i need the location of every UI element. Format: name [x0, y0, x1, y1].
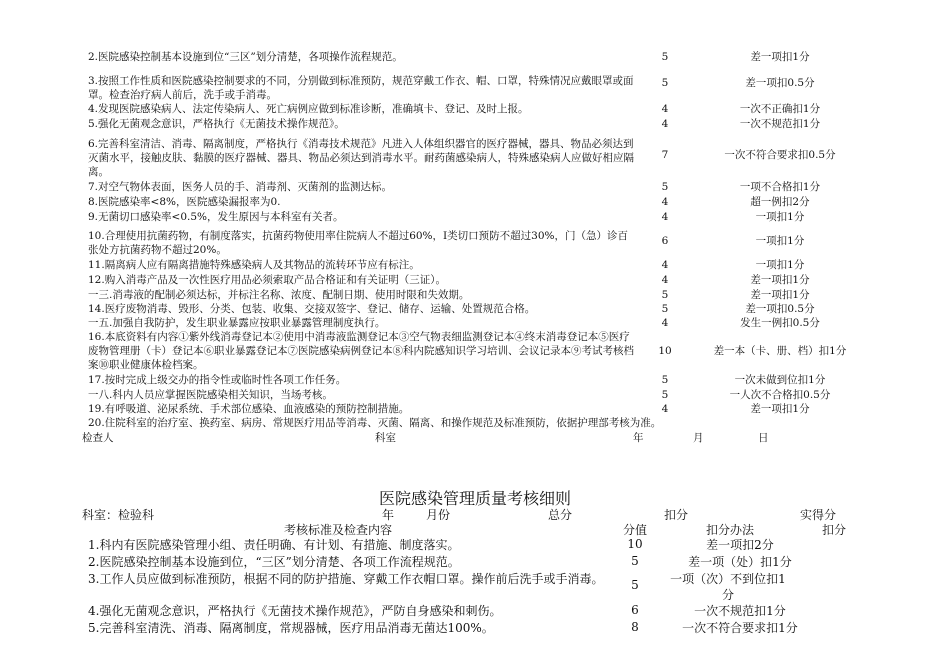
month-label: 月: [693, 432, 704, 444]
row-text: 6.完善科室清洁、消毒、隔离制度，严格执行《消毒技术规范》凡进入人体组织器官的医疗器械，器具、物品必须达到灭菌水平，接触皮肤、黏膜的医疗器械、器具、物品必须达到消毒水平。耐药菌感染病人，特殊感染病人应做好相应隔离。: [88, 138, 634, 178]
score-9: 4: [661, 211, 669, 223]
page-title: 医院感染管理质量考核细则: [378, 489, 571, 508]
row-text: 19.有呼吸道、泌尿系统、手术部位感染、血液感染的预防控制措施。: [88, 403, 410, 415]
row-text: 4.发现医院感染病人、法定传染病人、死亡病例应做到标准诊断，准确填卡、登记、及时上报。: [88, 103, 529, 115]
actual-field: 实得分: [800, 508, 837, 522]
method-4: 一次不正确扣1分: [739, 103, 821, 115]
exam-method-2: 差一项（处）扣1分: [688, 555, 792, 569]
score-2: 5: [661, 51, 669, 63]
criteria-text-3: [88, 74, 638, 102]
score-10: 6: [661, 235, 669, 247]
exam-score-5: 8: [631, 620, 639, 634]
method-16: 差一本（卡、册、档）扣1分: [713, 345, 847, 357]
method-11: 一项扣1分: [755, 259, 805, 271]
row-text: 10.合理使用抗菌药物，有制度落实，抗菌药物使用率住院病人不超过60%，Ⅰ类切口预防不超过30%，门（急）诊百张处方抗菌药物不超过20%。: [88, 230, 629, 256]
exam-row-4: 4.强化无菌观念意识，严格执行《无菌技术操作规范》，严防自身感染和刺伤。: [88, 604, 502, 618]
row-text: 5.强化无菌观念意识，严格执行《无菌技术操作规范》。: [88, 118, 345, 130]
score-8: 4: [661, 196, 669, 208]
exam-method-4: 一次不规范扣1分: [694, 604, 786, 618]
method-9: 一项扣1分: [755, 211, 805, 223]
row-text: 3.按照工作性质和医院感染控制要求的不同，分别做到标准预防，规范穿戴工作衣、帽、口罩，特殊情况应戴眼罩或面罩。检查治疗病人前后，洗手或手消毒。: [88, 75, 634, 101]
column-standard: 考核标准及检查内容: [284, 523, 393, 537]
criteria-text-16: [88, 330, 638, 372]
method-6: 一次不符合要求扣0.5分: [724, 149, 836, 161]
score-7: 5: [661, 181, 669, 193]
method-5: 一次不规范扣1分: [739, 118, 821, 130]
column-score: 分值: [623, 523, 648, 537]
criteria-text-2: [88, 50, 638, 64]
criteria-text-18: [88, 388, 638, 402]
exam-score-4: 6: [631, 603, 639, 617]
score-14: 5: [661, 303, 669, 315]
method-8: 超一例扣2分: [750, 196, 810, 208]
inspector-label: 检查人: [82, 432, 114, 444]
exam-method-5: 一次不符合要求扣1分: [682, 621, 798, 635]
row-text: 17.按时完成上级交办的指令性或临时性各项工作任务。: [88, 374, 347, 386]
criteria-text-14: [88, 302, 638, 316]
criteria-text-9: [88, 210, 638, 224]
criteria-text-4: [88, 102, 638, 116]
exam-score-2: 5: [631, 554, 639, 568]
method-19: 差一项扣1分: [750, 403, 810, 415]
method-7: 一项不合格扣1分: [739, 181, 821, 193]
row-text: 一三.消毒液的配制必须达标，并标注名称、浓度、配制日期、使用时限和失效期。: [88, 289, 470, 301]
dept-field: 科室：检验科: [82, 508, 155, 522]
score-19: 4: [661, 403, 669, 415]
criteria-text-13: [88, 288, 638, 302]
criteria-text-11: [88, 258, 638, 272]
criteria-text-19: [88, 402, 638, 416]
exam-score-1: 10: [627, 537, 643, 551]
method-14: 差一项扣0.5分: [745, 303, 815, 315]
exam-method-1: 差一项扣2分: [706, 538, 774, 552]
column-deduct: 扣分: [822, 523, 847, 537]
exam-row-1: 1.科内有医院感染管理小组、责任明确、有计划、有措施、制度落实。: [88, 538, 460, 552]
row-text: 20.住院科室的治疗室、换药室、病房、常规医疗用品等消毒、灭菌、隔离、和操作规范及标准预防，依据护理部考核为准。: [88, 417, 662, 429]
score-12: 4: [661, 274, 669, 286]
row-text: 一五.加强自我防护，发生职业暴露应按职业暴露管理制度执行。: [88, 317, 386, 329]
day-label: 日: [758, 432, 769, 444]
row-text: 12.购入消毒产品及一次性医疗用品必须索取产品合格证和有关证明（三证）。: [88, 274, 446, 286]
row-text: 2.医院感染控制基本设施到位“三区”划分清楚，各项操作流程规范。: [88, 51, 403, 63]
method-15: 发生一例扣0.5分: [740, 317, 820, 329]
year-label: 年: [633, 432, 644, 444]
exam-score-3: 5: [631, 578, 639, 592]
criteria-text-5: [88, 117, 638, 131]
exam-row-3: 3.工作人员应做到标准预防，根据不同的防护措施、穿戴工作衣帽口罩。操作前后洗手或手消毒。: [88, 572, 604, 586]
criteria-text-20: [88, 416, 848, 430]
year-field: 年: [382, 508, 395, 522]
exam-row-5: 5.完善科室清洗、消毒、隔离制度，常规器械，医疗用品消毒无菌达100%。: [88, 621, 494, 635]
month-field: 月份: [426, 508, 451, 522]
score-18: 5: [661, 389, 669, 401]
row-text: 11.隔离病人应有隔离措施特殊感染病人及其物品的流转环节应有标注。: [88, 259, 420, 271]
row-text: 8.医院感染率<8%，医院感染漏报率为0.: [88, 196, 281, 208]
row-text: 9.无菌切口感染率<0.5%，发生原因与本科室有关者。: [88, 211, 344, 223]
method-10: 一项扣1分: [755, 235, 805, 247]
score-5: 4: [661, 118, 669, 130]
row-text: 14.医疗废物消毒、毁形、分类、包装、收集、交接双签字、登记、储存、运输、处置规范合格。: [88, 303, 536, 315]
criteria-text-15: [88, 316, 638, 330]
score-17: 5: [661, 374, 669, 386]
row-text: 7.对空气物体表面，医务人员的手、消毒剂、灭菌剂的监测达标。: [88, 181, 393, 193]
method-3: 差一项扣0.5分: [745, 77, 815, 89]
exam-row-2: 2.医院感染控制基本设施到位，“三区”划分清楚、各项工作流程规范。: [88, 555, 460, 569]
criteria-text-6: [88, 137, 638, 179]
criteria-text-17: [88, 373, 638, 387]
score-13: 5: [661, 289, 669, 301]
total-field: 总分: [548, 508, 573, 522]
criteria-text-8: [88, 195, 638, 209]
score-6: 7: [661, 149, 669, 161]
method-17: 一次未做到位扣1分: [734, 374, 826, 386]
exam-method-3: 一项（次）不到位扣1分: [670, 572, 786, 602]
deduct-field: 扣分: [664, 508, 689, 522]
score-16: 10: [658, 345, 672, 357]
score-15: 4: [661, 317, 669, 329]
method-13: 差一项扣1分: [750, 289, 810, 301]
criteria-text-12: [88, 273, 638, 287]
criteria-text-7: [88, 180, 638, 194]
dept-label: 科室: [375, 432, 396, 444]
method-12: 差一项扣1分: [750, 274, 810, 286]
method-18: 一人次不合格扣0.5分: [729, 389, 831, 401]
criteria-text-10: [88, 229, 638, 257]
column-method: 扣分办法: [706, 523, 755, 537]
row-text: 一八.科内人员应掌握医院感染相关知识，当场考核。: [88, 389, 333, 401]
row-text: 16.本底资料有内容①紫外线消毒登记本②使用中消毒液监测登记本③空气物表细监测登记本④终末消毒登记本⑤医疗废物管理册（卡）登记本⑥职业暴露登记本⑦医院感染病例登记本⑧科内院感知识学习培训、会议记录本⑨考试考核档案⑩职业健康体检档案。: [88, 331, 634, 371]
score-11: 4: [661, 259, 669, 271]
score-3: 5: [661, 77, 669, 89]
score-4: 4: [661, 103, 669, 115]
method-2: 差一项扣1分: [750, 51, 810, 63]
